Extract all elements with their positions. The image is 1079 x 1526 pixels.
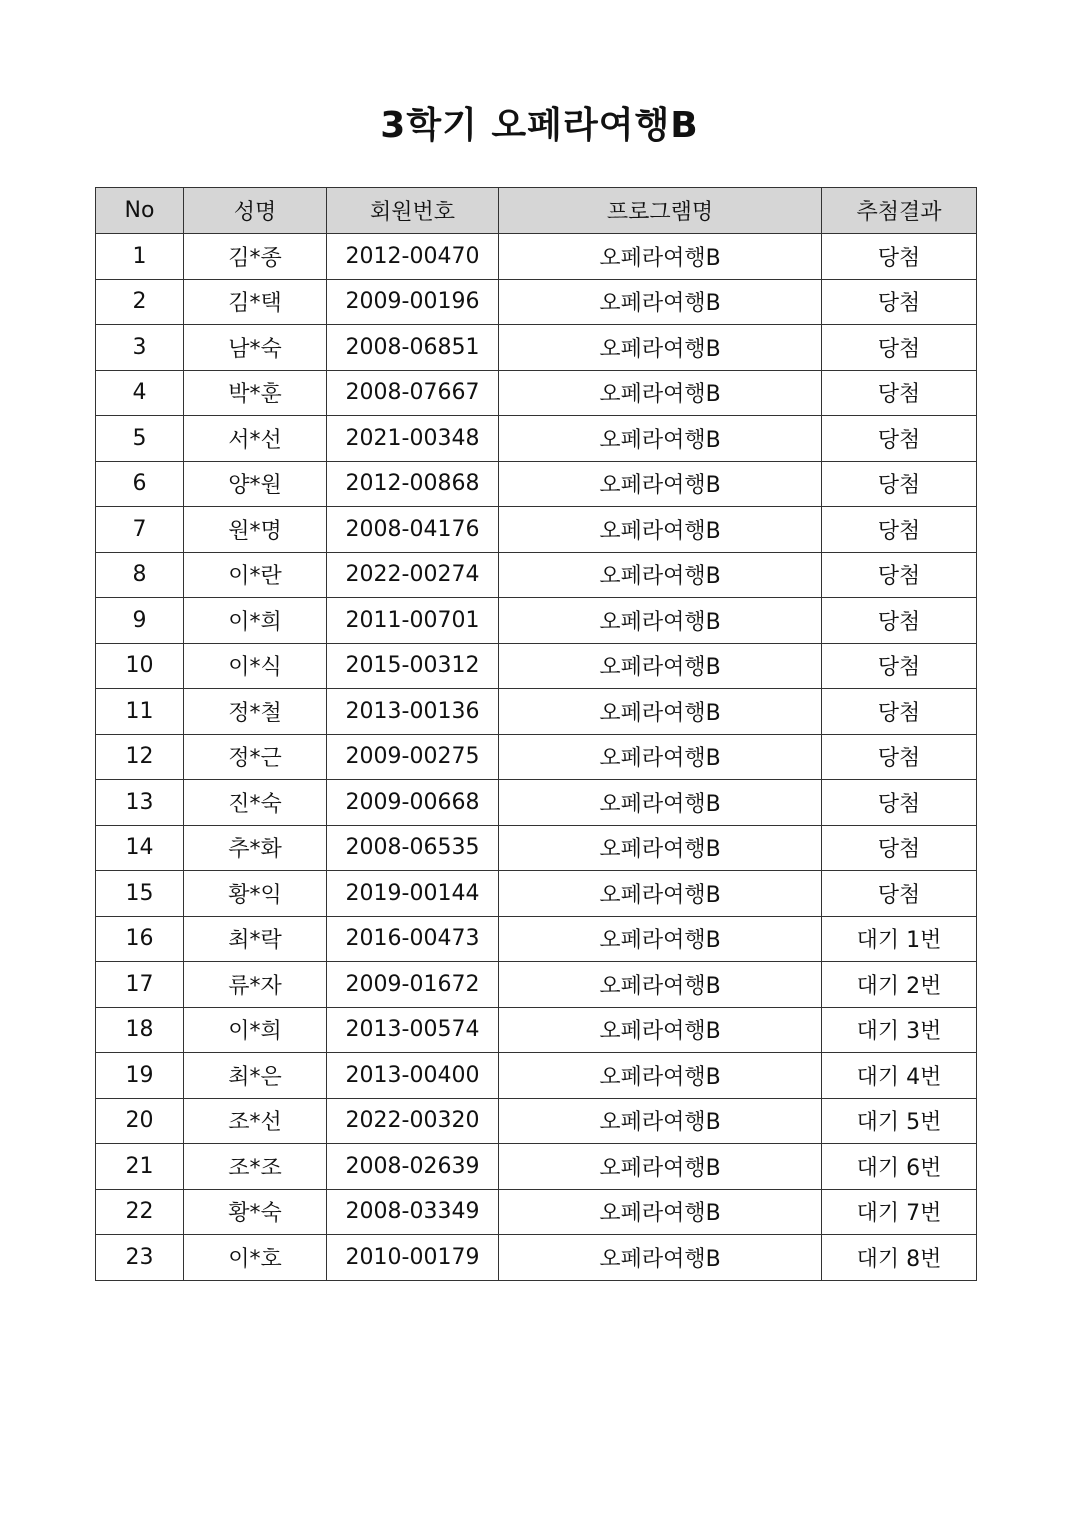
cell-no: 9 xyxy=(96,598,184,644)
cell-program: 오페라여행B xyxy=(499,825,822,871)
cell-no: 16 xyxy=(96,916,184,962)
cell-name: 진*숙 xyxy=(184,780,327,826)
table-row xyxy=(96,234,977,280)
cell-program: 오페라여행B xyxy=(499,370,822,416)
table-row xyxy=(96,825,977,871)
cell-result: 당첨 xyxy=(822,234,977,280)
cell-member-id: 2009-00275 xyxy=(327,734,499,780)
cell-name: 김*택 xyxy=(184,279,327,325)
cell-name: 추*화 xyxy=(184,825,327,871)
header-row xyxy=(96,188,977,234)
table-row xyxy=(96,507,977,553)
cell-member-id: 2021-00348 xyxy=(327,416,499,462)
cell-name: 이*희 xyxy=(184,598,327,644)
cell-program: 오페라여행B xyxy=(499,689,822,735)
cell-member-id: 2013-00400 xyxy=(327,1053,499,1099)
cell-name: 최*은 xyxy=(184,1053,327,1099)
cell-result: 대기 2번 xyxy=(822,962,977,1008)
cell-member-id: 2008-06851 xyxy=(327,325,499,371)
cell-member-id: 2009-01672 xyxy=(327,962,499,1008)
cell-result: 당첨 xyxy=(822,279,977,325)
cell-program: 오페라여행B xyxy=(499,962,822,1008)
cell-name: 류*자 xyxy=(184,962,327,1008)
table-row xyxy=(96,1098,977,1144)
header-no: No xyxy=(96,188,184,234)
table-row xyxy=(96,643,977,689)
cell-member-id: 2022-00320 xyxy=(327,1098,499,1144)
cell-result: 대기 8번 xyxy=(822,1235,977,1281)
cell-result: 당첨 xyxy=(822,325,977,371)
header-name: 성명 xyxy=(184,188,327,234)
cell-name: 서*선 xyxy=(184,416,327,462)
table-row xyxy=(96,1235,977,1281)
cell-program: 오페라여행B xyxy=(499,552,822,598)
cell-result: 당첨 xyxy=(822,370,977,416)
cell-program: 오페라여행B xyxy=(499,598,822,644)
cell-name: 조*선 xyxy=(184,1098,327,1144)
cell-member-id: 2015-00312 xyxy=(327,643,499,689)
table-row xyxy=(96,1144,977,1190)
cell-name: 양*원 xyxy=(184,461,327,507)
table-row xyxy=(96,370,977,416)
cell-no: 21 xyxy=(96,1144,184,1190)
cell-member-id: 2009-00668 xyxy=(327,780,499,826)
cell-result: 대기 7번 xyxy=(822,1189,977,1235)
header-member-id: 회원번호 xyxy=(327,188,499,234)
cell-program: 오페라여행B xyxy=(499,1053,822,1099)
table-row xyxy=(96,916,977,962)
cell-no: 5 xyxy=(96,416,184,462)
cell-name: 박*훈 xyxy=(184,370,327,416)
cell-result: 대기 4번 xyxy=(822,1053,977,1099)
cell-no: 2 xyxy=(96,279,184,325)
cell-program: 오페라여행B xyxy=(499,279,822,325)
cell-no: 17 xyxy=(96,962,184,1008)
cell-member-id: 2008-04176 xyxy=(327,507,499,553)
cell-member-id: 2009-00196 xyxy=(327,279,499,325)
cell-no: 8 xyxy=(96,552,184,598)
table-row xyxy=(96,1189,977,1235)
cell-name: 황*익 xyxy=(184,871,327,917)
cell-name: 원*명 xyxy=(184,507,327,553)
cell-result: 당첨 xyxy=(822,507,977,553)
cell-result: 대기 5번 xyxy=(822,1098,977,1144)
cell-result: 당첨 xyxy=(822,416,977,462)
cell-result: 당첨 xyxy=(822,734,977,780)
cell-no: 4 xyxy=(96,370,184,416)
cell-member-id: 2013-00136 xyxy=(327,689,499,735)
cell-member-id: 2010-00179 xyxy=(327,1235,499,1281)
cell-result: 당첨 xyxy=(822,825,977,871)
cell-name: 남*숙 xyxy=(184,325,327,371)
cell-program: 오페라여행B xyxy=(499,734,822,780)
cell-member-id: 2012-00868 xyxy=(327,461,499,507)
cell-name: 황*숙 xyxy=(184,1189,327,1235)
cell-result: 대기 1번 xyxy=(822,916,977,962)
cell-member-id: 2008-06535 xyxy=(327,825,499,871)
cell-result: 당첨 xyxy=(822,598,977,644)
table-row xyxy=(96,461,977,507)
cell-program: 오페라여행B xyxy=(499,1189,822,1235)
cell-result: 당첨 xyxy=(822,689,977,735)
cell-program: 오페라여행B xyxy=(499,1098,822,1144)
cell-program: 오페라여행B xyxy=(499,916,822,962)
cell-no: 11 xyxy=(96,689,184,735)
cell-member-id: 2016-00473 xyxy=(327,916,499,962)
cell-no: 13 xyxy=(96,780,184,826)
header-program: 프로그램명 xyxy=(499,188,822,234)
table-row xyxy=(96,598,977,644)
cell-program: 오페라여행B xyxy=(499,1007,822,1053)
table-row xyxy=(96,962,977,1008)
cell-program: 오페라여행B xyxy=(499,416,822,462)
table-row xyxy=(96,279,977,325)
cell-program: 오페라여행B xyxy=(499,780,822,826)
cell-program: 오페라여행B xyxy=(499,871,822,917)
cell-program: 오페라여행B xyxy=(499,507,822,553)
table-row xyxy=(96,416,977,462)
cell-member-id: 2012-00470 xyxy=(327,234,499,280)
cell-name: 정*근 xyxy=(184,734,327,780)
cell-no: 1 xyxy=(96,234,184,280)
cell-name: 정*철 xyxy=(184,689,327,735)
cell-no: 23 xyxy=(96,1235,184,1281)
cell-member-id: 2019-00144 xyxy=(327,871,499,917)
table-row xyxy=(96,871,977,917)
cell-member-id: 2022-00274 xyxy=(327,552,499,598)
cell-result: 대기 6번 xyxy=(822,1144,977,1190)
cell-program: 오페라여행B xyxy=(499,643,822,689)
cell-name: 최*락 xyxy=(184,916,327,962)
cell-name: 이*식 xyxy=(184,643,327,689)
cell-result: 당첨 xyxy=(822,552,977,598)
cell-no: 19 xyxy=(96,1053,184,1099)
cell-program: 오페라여행B xyxy=(499,325,822,371)
cell-result: 대기 3번 xyxy=(822,1007,977,1053)
cell-name: 조*조 xyxy=(184,1144,327,1190)
cell-result: 당첨 xyxy=(822,780,977,826)
cell-member-id: 2008-02639 xyxy=(327,1144,499,1190)
cell-result: 당첨 xyxy=(822,871,977,917)
page-title: 3학기 오페라여행B xyxy=(380,105,699,146)
cell-no: 18 xyxy=(96,1007,184,1053)
cell-program: 오페라여행B xyxy=(499,1235,822,1281)
table-row xyxy=(96,689,977,735)
table-row xyxy=(96,1053,977,1099)
cell-no: 14 xyxy=(96,825,184,871)
cell-no: 20 xyxy=(96,1098,184,1144)
cell-no: 22 xyxy=(96,1189,184,1235)
table-row xyxy=(96,1007,977,1053)
cell-member-id: 2011-00701 xyxy=(327,598,499,644)
cell-no: 7 xyxy=(96,507,184,553)
cell-program: 오페라여행B xyxy=(499,234,822,280)
table-row xyxy=(96,780,977,826)
cell-name: 김*종 xyxy=(184,234,327,280)
cell-program: 오페라여행B xyxy=(499,461,822,507)
cell-no: 3 xyxy=(96,325,184,371)
cell-no: 12 xyxy=(96,734,184,780)
header-result: 추첨결과 xyxy=(822,188,977,234)
cell-member-id: 2008-07667 xyxy=(327,370,499,416)
cell-program: 오페라여행B xyxy=(499,1144,822,1190)
cell-no: 15 xyxy=(96,871,184,917)
cell-member-id: 2008-03349 xyxy=(327,1189,499,1235)
table-row xyxy=(96,734,977,780)
cell-name: 이*호 xyxy=(184,1235,327,1281)
cell-no: 10 xyxy=(96,643,184,689)
table-row xyxy=(96,552,977,598)
lottery-result-table xyxy=(95,187,977,1281)
cell-name: 이*란 xyxy=(184,552,327,598)
cell-result: 당첨 xyxy=(822,461,977,507)
table-row xyxy=(96,325,977,371)
cell-no: 6 xyxy=(96,461,184,507)
cell-name: 이*희 xyxy=(184,1007,327,1053)
table-header xyxy=(96,188,977,234)
cell-member-id: 2013-00574 xyxy=(327,1007,499,1053)
cell-result: 당첨 xyxy=(822,643,977,689)
table-body xyxy=(96,234,977,1281)
